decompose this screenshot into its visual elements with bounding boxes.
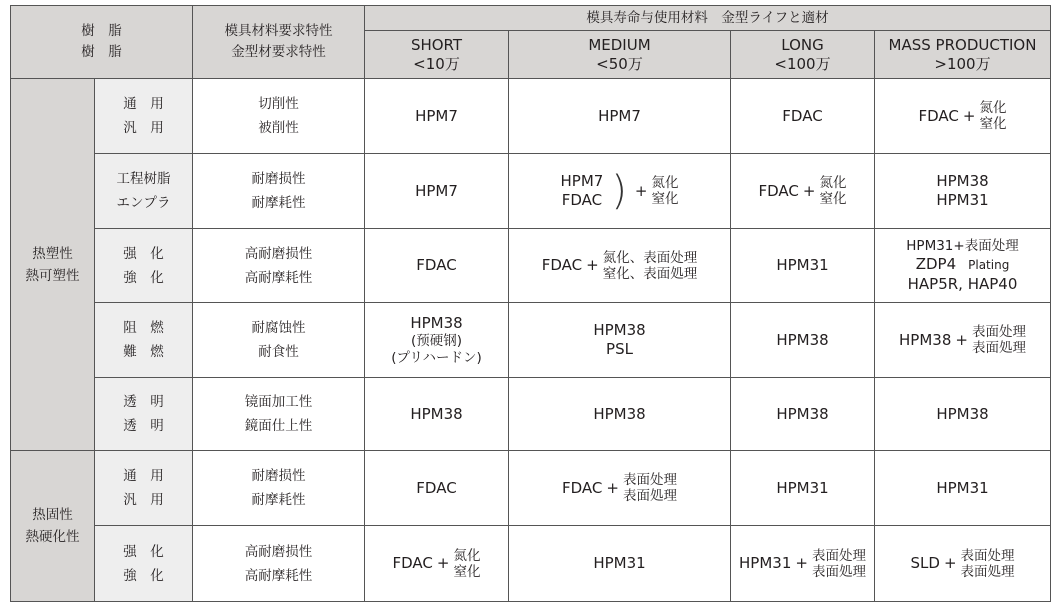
table-row [11,79,1051,154]
header-resin-cn: 樹 脂 [81,23,122,39]
material-combo: FDAC + 氮化 窒化 [758,175,847,207]
subtype-jp: 透 明 [123,418,164,434]
req-jp: 高耐摩耗性 [244,269,313,286]
material-combo: FDAC + 氮化、表面处理 窒化、表面処理 [541,249,698,282]
req-cn: 切削性 [258,96,299,112]
header-col-medium [509,31,731,79]
cell-long [731,378,875,451]
table-row [11,303,1051,378]
requirement-cell [193,526,365,602]
subtype-cell [95,378,193,451]
material-combo: HPM7 FDAC ) + 氮化 窒化 [560,168,679,214]
cell-mass [875,526,1051,602]
material-combo: HPM38 + 表面处理 表面処理 [899,324,1026,356]
material: FDAC [758,181,799,200]
treatment-cn: 氮化 [979,100,1007,116]
material: HPM38 [776,404,829,423]
material-pair [561,172,604,210]
material: HPM31 [593,554,646,572]
material: HPM38 [936,172,989,190]
material: HPM31+表面处理 [906,237,1019,254]
group-jp: 熱可塑性 [25,267,80,284]
material: HPM38 [899,330,952,349]
material: HAP5R, HAP40 [907,274,1018,293]
cell-mass [875,378,1051,451]
material-combo: FDAC + 氮化 窒化 [918,100,1007,132]
material-combo: HPM31 + 表面处理 表面処理 [739,547,866,580]
subtype-cell [95,526,193,602]
requirement-cell [193,79,365,154]
material-combo: FDAC + 氮化 窒化 [392,547,481,580]
material: HPM31 [739,554,792,572]
treatment-stack [453,548,480,580]
col-limit: <50万 [596,54,643,73]
treatment-stack [652,175,679,207]
requirement-cell [193,451,365,526]
cell-short [365,451,509,526]
table-row [11,229,1051,303]
treatment-cn: 表面处理 [811,547,866,564]
requirement-cell [193,229,365,303]
treatment-cn: 表面处理 [622,472,677,488]
header-col-short [365,31,509,79]
material: FDAC [416,256,457,274]
subtype-jp: エンプラ [116,195,171,211]
req-cn: 高耐磨损性 [244,543,313,560]
treatment-stack [979,100,1006,132]
col-name: MASS PRODUCTION [888,35,1037,54]
treatment-cn: 氮化 [453,547,481,564]
material: FDAC [416,478,457,497]
subtype-cn: 强 化 [123,245,164,262]
treatment-cn: 氮化、表面处理 [602,249,698,266]
col-limit: <10万 [413,54,460,73]
treatment-jp: 表面処理 [811,563,866,580]
cell-short [365,378,509,451]
header-resin [11,6,193,79]
req-cn: 镜面加工性 [244,394,313,410]
cell-long [731,526,875,602]
group-cn: 热固性 [32,507,73,523]
cell-short [365,154,509,229]
treatment-jp: 表面処理 [622,488,677,504]
material: FDAC [782,106,823,125]
cell-short [365,79,509,154]
col-limit: <100万 [774,54,831,73]
material: HPM38 [936,404,989,423]
treatment-cn: 氮化 [651,175,679,191]
header-life-title: 模具寿命与使用材料 金型ライフと適材 [586,10,829,26]
col-name: LONG [781,35,824,54]
cell-long [731,154,875,229]
material-note-cn: (预硬钢) [410,332,463,349]
subtype-cn: 通 用 [123,96,164,112]
col-name: MEDIUM [588,35,651,54]
subtype-cn: 阻 燃 [123,320,164,336]
group-thermoplastic [11,79,95,451]
material: HPM31 [936,478,989,497]
requirement-cell [193,378,365,451]
treatment-cn: 表面处理 [971,324,1026,340]
material-combo: SLD + 表面处理 表面処理 [910,547,1015,580]
treatment-jp: 窒化 [651,191,679,207]
req-jp: 高耐摩耗性 [244,567,313,584]
material: HPM38 [410,313,463,332]
cell-medium [509,526,731,602]
subtype-cell [95,229,193,303]
mold-material-table [10,5,1051,602]
table-row [11,526,1051,602]
cell-mass [875,451,1051,526]
subtype-cn: 透 明 [123,394,164,410]
subtype-jp: 汎 用 [123,492,164,508]
plating-label: Plating [968,257,1010,272]
group-cn: 热塑性 [32,245,73,262]
material: HPM31 [936,191,989,209]
requirement-cell [193,303,365,378]
req-cn: 耐磨损性 [251,171,306,187]
header-col-mass [875,31,1051,79]
material-line [875,255,1050,275]
treatment-stack [603,250,698,282]
cell-mass [875,154,1051,229]
material: FDAC [561,191,603,209]
material: FDAC [392,554,433,572]
material: ZDP4 [915,254,957,273]
header-resin-jp: 樹 脂 [81,44,122,60]
cell-medium [509,154,731,229]
col-name: SHORT [410,35,463,54]
req-jp: 被削性 [258,120,299,136]
material: FDAC [541,256,583,274]
subtype-cell [95,79,193,154]
req-cn: 耐磨损性 [251,468,306,484]
treatment-jp: 窒化 [819,191,847,207]
cell-short [365,229,509,303]
treatment-jp: 窒化 [979,116,1007,132]
cell-medium [509,303,731,378]
cell-mass [875,229,1051,303]
treatment-stack [819,175,846,207]
header-life-group [365,6,1051,31]
material: HPM7 [560,172,604,190]
material: FDAC [918,106,959,125]
cell-long [731,303,875,378]
cell-medium [509,229,731,303]
material: HPM38 [593,404,646,423]
header-req-jp: 金型材要求特性 [231,44,326,60]
req-cn: 高耐磨损性 [244,245,313,262]
material: FDAC [562,478,603,497]
req-jp: 耐摩耗性 [251,492,306,508]
treatment-jp: 窒化 [453,563,481,580]
subtype-cn: 通 用 [123,468,164,484]
subtype-cell [95,303,193,378]
header-col-long [731,31,875,79]
treatment-stack [961,548,1015,580]
requirement-cell [193,154,365,229]
material: HPM38 [776,330,829,349]
treatment-stack [812,548,866,580]
group-thermoset [11,451,95,602]
cell-short [365,303,509,378]
treatment-jp: 表面処理 [960,563,1015,580]
material: HPM7 [598,106,641,125]
subtype-cn: 工程树脂 [116,171,171,187]
req-jp: 耐摩耗性 [251,195,306,211]
cell-medium [509,79,731,154]
cell-medium [509,378,731,451]
treatment-stack [623,472,677,504]
subtype-cell [95,154,193,229]
subtype-cell [95,451,193,526]
cell-short [365,526,509,602]
cell-long [731,79,875,154]
cell-mass [875,79,1051,154]
header-requirement [193,6,365,79]
material: HPM7 [415,181,458,200]
req-jp: 耐食性 [258,344,299,360]
cell-long [731,229,875,303]
table-row [11,154,1051,229]
treatment-jp: 表面処理 [971,340,1026,356]
table-row [11,378,1051,451]
bracket-icon: ) [611,168,627,214]
header-req-cn: 模具材料要求特性 [224,23,333,39]
subtype-cn: 强 化 [123,543,164,560]
material: HPM31 [776,256,829,274]
cell-medium [509,451,731,526]
material: PSL [606,340,633,358]
col-limit: >100万 [934,54,991,73]
subtype-jp: 強 化 [123,567,164,584]
cell-mass [875,303,1051,378]
req-jp: 鏡面仕上性 [244,418,313,434]
subtype-jp: 強 化 [123,269,164,286]
material: HPM38 [410,404,463,423]
subtype-jp: 汎 用 [123,120,164,136]
material: HPM7 [415,106,458,125]
subtype-jp: 難 燃 [123,344,164,360]
material: HPM38 [593,321,646,339]
material: HPM31 [776,478,829,497]
treatment-cn: 表面处理 [960,547,1015,564]
treatment-jp: 窒化、表面処理 [602,265,698,282]
material: SLD [910,554,940,572]
req-cn: 耐腐蚀性 [251,320,306,336]
table-row [11,451,1051,526]
group-jp: 熱硬化性 [25,529,80,545]
material-combo: FDAC + 表面处理 表面処理 [562,472,677,504]
material-note-jp: (プリハードン) [391,349,482,366]
treatment-stack [972,324,1026,356]
treatment-cn: 氮化 [819,175,847,191]
cell-long [731,451,875,526]
